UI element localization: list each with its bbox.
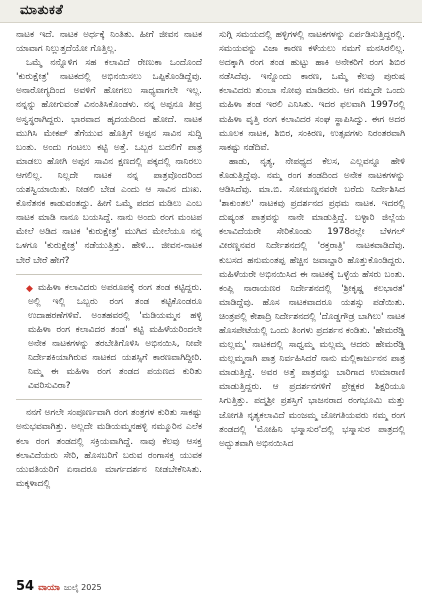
magazine-name: ವಾಯಾ — [38, 583, 60, 593]
left-para-2: ಒಮ್ಮೆ ನನ್ನೊಳಿಗ ಸಹ ಕಲಾವಿದೆ ರೇಣುಕಾ ಒಂದೊಂದೆ 'ಕುರುಕ್ಷೇತ್ರ' ನಾಟಕದಲ್ಲಿ ಅಭಿನಯಿಸಲು ಒಪ್ಪಿಕೊಂಡಿದ್ದೆವು. ಅನಾರೋಗ್ಯದಿಂದ ಅವಳಿಗೆ ಹೋಗಲು ಸಾಧ್ಯವಾಗಲೇ ಇಲ್ಲ. ನನ್ನನ್ನು ಹೋಗುವಂತೆ ವಿನಂತಿಸಿಕೊಂಡಳು. ನನ್ನ ಅಪ್ಪನೂ ತೀವ್ರ ಅಸ್ವಸ್ಥರಾಗಿದ್ದರು. ಭಾರವಾದ ಹೃದಯದಿಂದ ಹೋದೆ. ನಾಟಕ ಮುಗಿಸಿ ಮೇಕಪ್ ತೆಗೆಯುವ ಹೊತ್ತಿಗೆ ಅಪ್ಪನ ಸಾವಿನ ಸುದ್ದಿ ಬಂತು. ಅಂದು ಗಂಟಲು ಕಟ್ಟಿ ಅತ್ತೆ. ಒಬ್ಬರ ಬದಲಿಗೆ ಪಾತ್ರ ಮಾಡಲು ಹೋಗಿ ಅಪ್ಪನ ಸಾವಿನ ಕ್ಷಣದಲ್ಲಿ ಪಕ್ಕದಲ್ಲಿ ನಾನಿರಲು ಆಗಲಿಲ್ಲ. ನಿಲ್ಲದೇ ನಾಟಕ ನನ್ನ ಪಾತ್ರವೊಂದರಿಂದ ಯಶಸ್ವಿಯಾಯಿತು. ನೀಡಲಿ ಬೇಡ ಎಂದು ಆ ಸಾವಿನ ದುಃಖ. ಕೊನೆತನಕ ಕಾಡುವಂತದ್ದು. ಹೀಗೆ ಒಮ್ಮೆ ಪದದ ಮಡಿಲು ಎಂಬ ನಾಟಕ ಮಾಡಿ ನಾನೂ ಬಯಸಿದ್ದೆ. ನಾನು ಅಂದು ರಂಗ ಮಂಟಪ ಮೇಲೆ ಅಡಿದ ನಾಟಕ 'ಕುರುಕ್ಷೇತ್ರ' ಮುಗಿದ ಮೇಲೆಯೂ ನನ್ನ ಒಳಗೂ 'ಕುರುಕ್ಷೇತ್ರ' ನಡೆಯುತ್ತಿತ್ತು. ಹೇಳಿ... ಜೀವನ-ನಾಟಕ ಬೇರೆ ಬೇರೆ ಹೇಗೆ? — [16, 58, 202, 266]
diamond-bullet-icon: ◆ — [26, 283, 33, 294]
page-footer — [16, 579, 102, 595]
left-column — [16, 28, 202, 491]
section-title: ಮಾತುಕತೆ — [20, 3, 64, 18]
section-divider — [16, 399, 202, 400]
section-divider — [16, 274, 202, 275]
page-header — [0, 0, 422, 23]
right-column — [219, 28, 405, 451]
right-para-1: ಸುಗ್ಗಿ ಸಮಯದಲ್ಲಿ ಹಳ್ಳಿಗಳಲ್ಲಿ ನಾಟಕಗಳನ್ನು ಏರ್ಪಡಿಸುತ್ತಿದ್ದರಲ್ಲಿ. ಸಮಯವನ್ನು ವಿಜಾ ಕಾರಣ ಕಳೆಯಲು ನಮಗೆ ಮನಸಿರಲಿಲ್ಲ. ಅದಕ್ಕಾಗಿ ರಂಗ ತಂಡ ಹುಟ್ಟು ಹಾಕಿ ಅನೇಕರಿಗೆ ರಂಗ ಶಿಬಿರ ನಡೆಸಿದೆವು. ಇನ್ನೊಂದು ಕಾರಣ, ಒಮ್ಮೆ ಕೆಲವು ಪುರುಷ ಕಲಾವಿದರು ತುಂಬಾ ನೋವು ಮಾಡಿದರು. ಆಗ ನಮ್ಮದೇ ಒಂದು ಮಹಿಳಾ ತಂಡ ಇರಲಿ ಎನಿಸಿತು. ಇದರ ಫಲವಾಗಿ 1997ರಲ್ಲಿ ಮಹಿಳಾ ವೃತ್ತಿ ರಂಗ ಕಲಾವಿದರ ಸಂಘ ಸ್ಥಾಪಿಸಿದ್ವು. ಈಗ ಅದರ ಮೂಲಕ ನಾಟಕ, ಶಿಬಿರ, ಸಂಕಿರಣ, ಉತ್ಸವಗಳು ನಿರಂತರವಾಗಿ ಸಾಕಷ್ಟು ನಡೆದಿವೆ. — [219, 30, 405, 153]
left-para-3: ನನಗೆ ಅಗಲೇ ಸಂಪೂರ್ಣವಾಗಿ ರಂಗ ತಂತ್ರಗಳ ಕುರಿತು ಸಾಕಷ್ಟು ಅನುಭವವಾಗಿತ್ತು. ಅಲ್ಲದೇ ಮಡಿಯಮ್ಮನಹಳ್ಳಿ ನಮ್ಮೂರಿನ ಎಲೆಕ ಕಲಾ ರಂಗ ತಂಡದಲ್ಲಿ ಸಕ್ರಿಯವಾಗಿದ್ದೆ. ನಾವು ಕೆಲವು ಆಸಕ್ತ ಕಲಾವಿದೆಯರು ಸೇರಿ, ಹೊಸಬರಿಗೆ ಬರುವ ರಂಗಾಸಕ್ತ ಯುವಕ ಯುವತಿಯರಿಗೆ ಏನಾದರೂ ಮಾರ್ಗದರ್ಶನ ನೀಡಬೇಕೆನಿಸಿತು. ಮಕ್ಕಳಾದಲ್ಲಿ — [16, 408, 202, 489]
left-para-1: ನಾಟಕ ಇದೆ. ನಾಟಕ ಅರ್ಧಕ್ಕೆ ನಿಂತಿತು. ಹೀಗೆ ಜೀವನ ನಾಟಕ ಯಾವಾಗ ನಿಲ್ಲುತ್ತದೆಯೋ ಗೊತ್ತಿಲ್ಲ. — [16, 30, 202, 55]
right-para-2: ಹಾಡು, ನೃತ್ಯ, ನೇಪಥ್ಯದ ಕೆಲಸ, ಎಲ್ಲವನ್ನೂ ಹೇಳಿ ಕೊಡುತ್ತಿದ್ದೆವು. ನಮ್ಮ ರಂಗ ತಂಡದಿಂದ ಅನೇಕ ನಾಟಕಗಳನ್ನು ಆಡಿಸಿದೆವು. ಮಾ.ಬಿ. ಸೋಮಣ್ಣನವರೇ ಬರೆದು ನಿರ್ದೇಶಿಸಿದ 'ಶಾಕುಂತಲ' ನಾಟಕವು ಪ್ರದರ್ಶನದ ಪ್ರಥಮ ನಾಟಕ. ಇದರಲ್ಲಿ ದುಷ್ಯಂತ ಪಾತ್ರವನ್ನು ನಾನೇ ಮಾಡುತ್ತಿದ್ದೆ. ಬಳ್ಳಾರಿ ಜಿಲ್ಲೆಯ ಕಲಾವಿದೆಯರೇ ಸೇರಿಕೊಂಡು 1978ರಲ್ಲೇ ಬೆಳಗಲ್ ವೀರಣ್ಣನವರ ನಿರ್ದೇಶನದಲ್ಲಿ 'ರಕ್ತರಾತ್ರಿ' ನಾಟಕವಾಡಿದೆವು. ಕುಬಸದ ಹನುಮಂತಪ್ಪ ಹೆಚ್ಚಿನ ಜವಾಬ್ದಾರಿ ಹೊತ್ತುಕೊಂಡಿದ್ದರು. ಮಹಿಳೆಯರೇ ಅಭಿನಯಿಸಿದ ಈ ನಾಟಕಕ್ಕೆ ಒಳ್ಳೆಯ ಹೆಸರು ಬಂತು. ಕಂಪ್ಲಿ ನಾರಾಯಣರ ನಿರ್ದೇಶನದಲ್ಲಿ 'ಶ್ರೀಕೃಷ್ಣ ಕಲಭಾರತ' ಮಾಡಿದ್ದೆವು. ಹೊಸ ನಾಟಕವಾದರೂ ಯಶಸ್ಸು ಪಡೆಯಿತು. ಚಿಂತ್ರಪಲ್ಲಿ ಕೇಶಾದ್ರಿ ನಿರ್ದೇಶನದಲ್ಲಿ 'ದೊಡ್ಡಗೌಡ್ರ ಬಾಗಿಲು' ನಾಟಕ ಹೊಸಪೇಟೆಯಲ್ಲಿ ಒಂದು ತಿಂಗಳು ಪ್ರದರ್ಶನ ಕಂಡಿತು. 'ಹೇಮರೆಡ್ಡಿ ಮಲ್ಲಮ್ಮ' ನಾಟಕದಲ್ಲಿ ಸಾಧ್ವಮ್ಮ ಮಲ್ಲಮ್ಮ ಆದರು ಹೇಮರೆಡ್ಡಿ ಮಲ್ಲಮ್ಮನಾಗಿ ಪಾತ್ರ ನಿರ್ವಹಿಸಿದರೆ ನಾನು ಮಲ್ಲಿಕಾರ್ಜುನನ ಪಾತ್ರ ಮಾಡುತ್ತಿದ್ದೆ. ಅವರ ಅತ್ತೆ ಪಾತ್ರವನ್ನು ಬಾರಿಗಾದ ಉಮಾರಾಣಿ ಮಾಡುತ್ತಿದ್ದರು. ಆ ಪ್ರದರ್ಶನಗಳಿಗೆ ಪ್ರೇಕ್ಷಕರ ಶಿಕ್ಷರಿಯೂ ಸಿಗುತ್ತಿತ್ತು. ಪದ್ಮಶ್ರೀ ಪ್ರಶಸ್ತಿಗೆ ಭಾಜನರಾದ ರಂಗಭೂಮಿ ಮತ್ತು ಜೋಗತಿ ನೃತ್ಯಕಲಾವಿದೆ ಮಂಜಮ್ಮ ಜೋಗತಿಯವರು ನಮ್ಮ ರಂಗ ತಂಡದಲ್ಲಿ 'ಮೋಹಿನಿ ಭಸ್ಮಾಸುರ'ದಲ್ಲಿ ಭಸ್ಮಾಸುರ ಪಾತ್ರದಲ್ಲಿ ಅದ್ಭುತವಾಗಿ ಅಭಿನಯಿಸಿದ — [219, 156, 405, 449]
question-text: ಮಹಿಳಾ ಕಲಾವಿದರು ಅಪರೂಪಕ್ಕೆ ರಂಗ ತಂಡ ಕಟ್ಟಿದ್ದರು. ಅಲ್ಲಿ ಇಲ್ಲಿ ಒಬ್ಬರು ರಂಗ ತಂಡ ಕಟ್ಟಿಕೊಂಡರೂ ಉದಾಹರಣೆಗಳಿವೆ. ಅಂತಹವರಲ್ಲಿ 'ಮಡಿಯಮ್ಮನ ಹಳ್ಳಿ ಮಹಿಳಾ ರಂಗ ಕಲಾವಿದರ ತಂಡ' ಕಟ್ಟಿ ಮಹಿಳೆಯರಿಂದಲೇ ಅನೇಕ ನಾಟಕಗಳನ್ನು ತರಬೇತಿಗೊಳಿಸಿ ಅಭಿನಯಿಸಿ, ನೀವೇ ನಿರ್ದೇಶಕಿಯಾಗಿರುವ ನಾಟಕದ ಯಶಸ್ಸಿಗೆ ಕಾರಣವಾಗಿದ್ದೀರಿ. ನಿಮ್ಮ ಈ ಮಹಿಳಾ ರಂಗ ತಂಡದ ಪಯಣದ ಕುರಿತು ವಿವರಿಸುವಿರಾ? — [28, 282, 202, 392]
page-number: 54 — [16, 579, 35, 594]
issue-date: ಜುಲೈ 2025 — [63, 583, 102, 592]
interview-question — [16, 281, 202, 394]
